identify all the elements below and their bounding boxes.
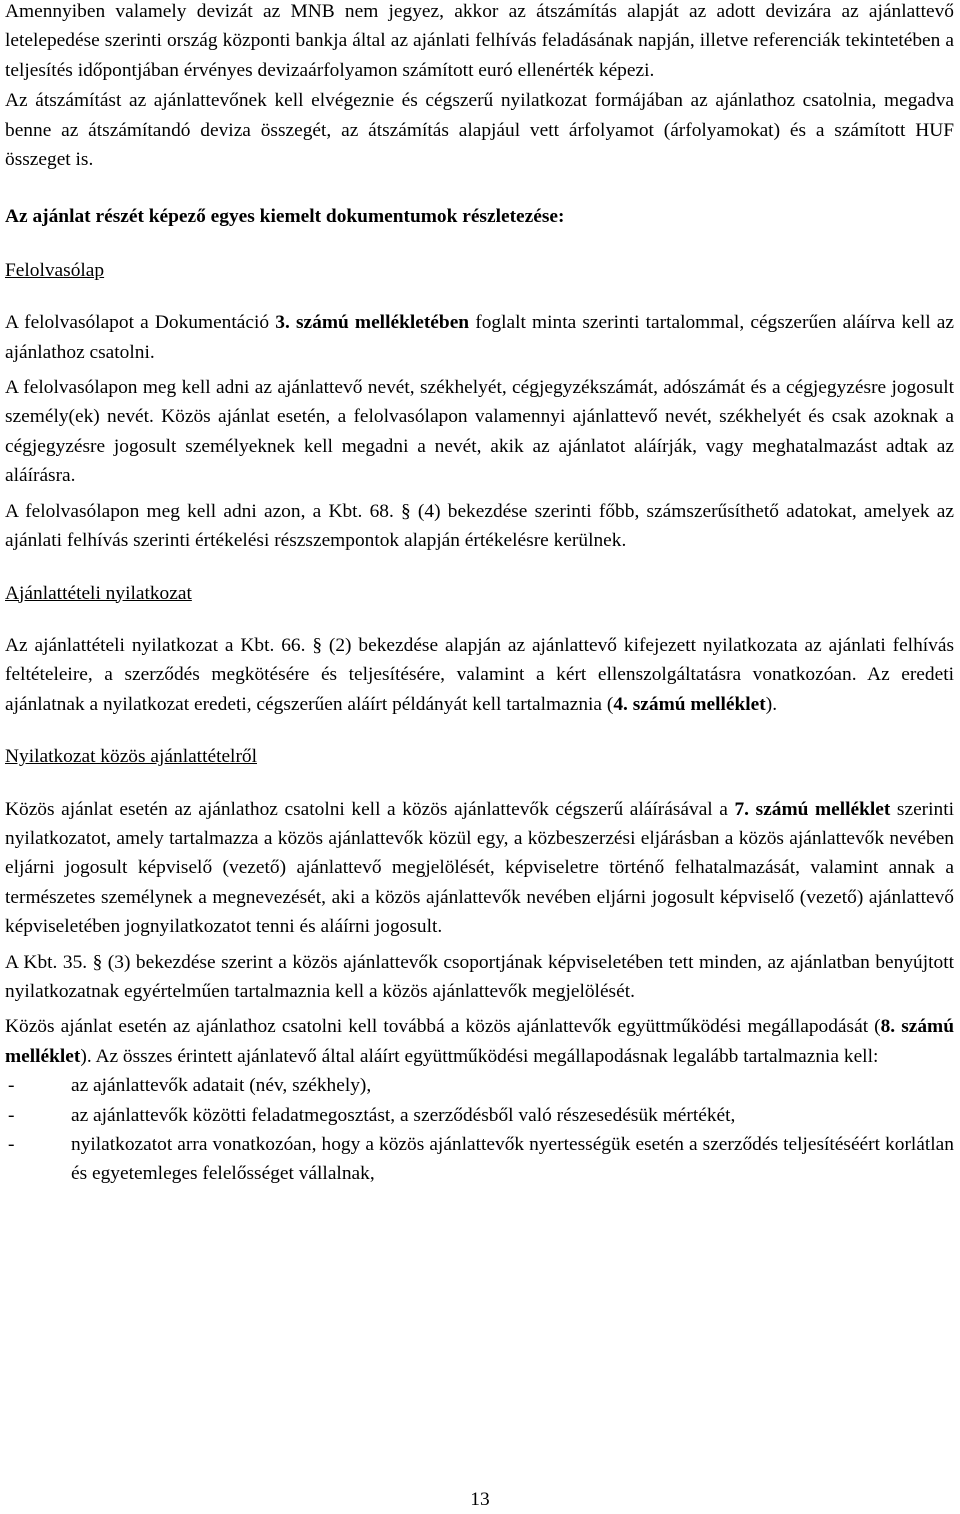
bold-annex-ref: 3. számú mellékletében [275,312,470,334]
text-span: Közös ajánlat esetén az ajánlathoz csatolni kell továbbá a közös ajánlattevők együttműködési megállapodását ( [5,1016,881,1038]
paragraph-felolvasolap-content: A felolvasólapon meg kell adni az ajánlattevő nevét, székhelyét, cégjegyzékszámát, adószámát és a cégjegyzésre jogosult személy(ek) nevét. Közös ajánlat esetén, a felolvasólapon valamennyi ajánlattevő nevét, székhelyét és csak azoknak a cégjegyzésre jogosult személyeknek kell megadni a nevét, akik az ajánlatot aláírják, vagy meghatalmazást adtak az aláírásra. [5,377,954,487]
section-heading: Az ajánlat részét képező egyes kiemelt dokumentumok részletezése: [5,206,565,228]
text-span: ). [765,693,778,715]
requirements-list [5,1071,954,1189]
text-span: foglalt minta szerinti tartalommal, cégszerűen aláírva kell az ajánlathoz csatolni. [5,312,955,363]
list-item [5,1071,954,1100]
text-span: szerinti nyilatkozatot, amely tartalmazza a közös ajánlattevők közül egy, a közbeszerzési eljárásban a közös ajánlattevők nevében eljárni jogosult képviselő (vezető) ajánlattevő megjelölését, képviseletre történő felhatalmazását, valamint annak a természetes személynek a megnevezését, aki a közös ajánlattevők nevében eljárni jogosult képviselő (vezető) ajánlattevő képviseletében jognyilatkozatot tenni és aláírni jogosult. [5,798,955,938]
list-item [5,1130,954,1189]
paragraph-egyuttmukodesi [5,1012,954,1071]
list-dash: - [8,1075,15,1097]
list-dash: - [8,1104,15,1126]
text-span: ). Az összes érintett ajánlatevő által aláírt együttműködési megállapodásnak legalább tartalmaznia kell: [80,1045,879,1067]
subheading-felolvasolap: Felolvasólap [5,259,105,281]
bold-annex-ref: 4. számú melléklet [613,693,766,715]
text-span: A felolvasólapot a Dokumentáció [5,312,276,334]
paragraph-kozos-nyilatkozat [5,795,954,942]
list-dash: - [8,1134,15,1155]
text-span: Közös ajánlat esetén az ajánlathoz csatolni kell a közös ajánlattevők cégszerű aláírásával a [5,798,735,820]
text-span: Az ajánlattételi nyilatkozat a Kbt. 66. § (2) bekezdése alapján az ajánlattevő kifejezett nyilatkozata az ajánlati felhívás feltételeire, a szerződés megkötésére és teljesítésére, valamint a kért ellenszolgáltatásra vonatkozóan. Az eredeti ajánlatnak a nyilatkozat eredeti, cégszerűen aláírt példányát kell tartalmaznia ( [5,634,954,715]
list-item-text: az ajánlattevők közötti feladatmegosztást, a szerződésből való részesedésük mértékét, [71,1104,736,1126]
bold-annex-ref: 7. számú melléklet [734,798,891,820]
bold-annex-ref: 8. számú melléklet [5,1016,954,1067]
paragraph-conversion: Az átszámítást az ajánlattevőnek kell elvégeznie és cégszerű nyilatkozat formájában az ajánlathoz csatolnia, megadva benne az átszámítandó deviza összegét, az átszámítás alapjául vett árfolyamot (árfolyamokat) és a számított HUF összeget is. [5,90,954,171]
subheading-kozos-ajanlattetel: Nyilatkozat közös ajánlattételről [5,746,257,768]
paragraph-felolvasolap-attach [5,308,954,367]
paragraph-ajanlatteteli [5,631,954,719]
subheading-ajanlatteteli: Ajánlattételi nyilatkozat [5,582,192,604]
list-item-text: nyilatkozatot arra vonatkozóan, hogy a közös ajánlattevők nyertességük esetén a szerződés teljesítéséért korlátlan és egyetemleges felelősséget vállalnak, [71,1134,954,1185]
list-item-text: az ajánlattevők adatait (név, székhely), [71,1075,372,1097]
paragraph-kbt-35: A Kbt. 35. § (3) bekezdése szerint a közös ajánlattevők csoportjának képviseletében tett minden, az ajánlatban benyújtott nyilatkozatnak egyértelműen tartalmaznia kell a közös ajánlattevők megjelölését. [5,951,954,1002]
list-item [5,1101,954,1130]
paragraph-felolvasolap-data: A felolvasólapon meg kell adni azon, a Kbt. 68. § (4) bekezdése szerinti főbb, számszerűsíthető adatokat, amelyek az ajánlati felhívás szerinti értékelési részszempontok alapján értékelésre kerülnek. [5,500,954,552]
page-number: 13 [470,1489,490,1510]
paragraph-exchange-rate: Amennyiben valamely devizát az MNB nem jegyez, akkor az átszámítás alapját az adott devizára az ajánlattevő letelepedése szerinti ország központi bankja által az ajánlati felhívás feladásának napján, illetve referenciák tekintetében a teljesítés időpontjában érvényes devizaárfolyamon számított euró ellenérték képezi. [5,1,954,81]
